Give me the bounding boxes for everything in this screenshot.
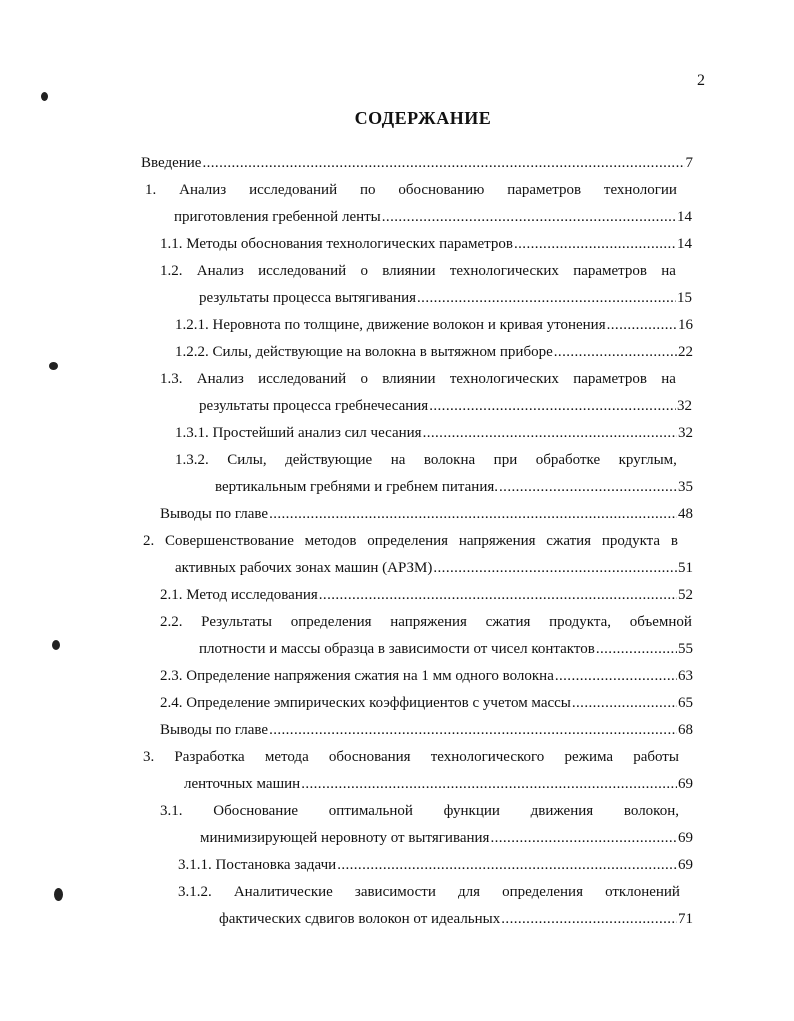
toc-word: Результаты [201,614,273,630]
toc-word: обработке [535,452,601,468]
toc-entry-text: 1.2.1. Неровнота по толщине, движение волокон и кривая утонения [175,317,606,333]
toc-leader [423,420,677,447]
toc-word: на [390,452,406,468]
toc-leader [555,663,677,690]
toc-word: параметров [573,371,648,387]
toc-word: Разработка [174,749,245,765]
toc-word: Анализ [196,371,244,387]
toc-entry [175,555,693,582]
toc-leader [499,474,677,501]
toc-word: сжатия [546,533,592,549]
toc-entry [160,690,693,717]
toc-word: обоснования [328,749,411,765]
toc-leader [202,150,684,177]
toc-entry [141,150,693,177]
toc-heading-line [160,366,676,393]
toc-leader [382,204,676,231]
toc-word: влиянии [382,371,436,387]
toc-page: 51 [678,560,693,576]
toc-entry-text: плотности и массы образца в зависимости от чисел контактов [199,641,595,657]
toc-word: о [360,263,368,279]
toc-word: напряжения [458,533,536,549]
toc-word: Аналитические [233,884,333,900]
toc-page: 32 [678,425,693,441]
toc-word: движения [530,803,594,819]
toc-word: методов [304,533,357,549]
toc-leader [319,582,677,609]
toc-word: в [670,533,678,549]
toc-page: 52 [678,587,693,603]
toc-word: режима [564,749,614,765]
toc-heading-line [160,609,692,636]
toc-entry [160,717,693,744]
toc-leader [501,906,677,933]
toc-leader [417,285,676,312]
toc-page: 22 [678,344,693,360]
toc-page: 35 [678,479,693,495]
toc-word: при [493,452,518,468]
toc-leader [554,339,677,366]
toc-entry [184,771,693,798]
scan-mark [52,640,60,650]
toc-word: 3.1.2. [178,884,212,900]
toc-word: 2.2. [160,614,183,630]
toc-entry [178,852,693,879]
toc-word: технологии [603,182,677,198]
toc-leader [490,825,677,852]
toc-word: 3. [143,749,155,765]
toc-entry-text: Введение [141,155,202,171]
toc-word: Обоснование [213,803,299,819]
toc-word: параметров [573,263,648,279]
toc-entry-text: 3.1.1. Постановка задачи [178,857,337,873]
toc-page: 65 [678,695,693,711]
toc-page: 69 [678,857,693,873]
toc-leader [269,501,677,528]
toc-word: исследований [258,263,347,279]
toc-word: Анализ [179,182,227,198]
toc-entry-text: Выводы по главе [160,506,269,522]
toc-word: объемной [629,614,692,630]
toc-entry [215,474,693,501]
toc-page: 63 [678,668,693,684]
toc-word: 3.1. [160,803,183,819]
toc-heading-line [145,177,677,204]
toc-entry [219,906,693,933]
toc-word: сжатия [485,614,531,630]
toc-page: 71 [678,911,693,927]
toc-word: функции [443,803,500,819]
toc-word: действующие [285,452,373,468]
toc-leader [269,717,677,744]
page-title: СОДЕРЖАНИЕ [354,108,492,128]
toc-entry-text: Выводы по главе [160,722,269,738]
toc-word: 1. [145,182,157,198]
toc-page: 15 [677,290,692,306]
toc-entry-text: 2.4. Определение эмпирических коэффициентов с учетом массы [160,695,571,711]
toc-word: для [457,884,480,900]
toc-leader [596,636,677,663]
toc-page: 16 [678,317,693,333]
toc-entry-text: 2.3. Определение напряжения сжатия на 1 мм одного волокна [160,668,554,684]
toc-word: продукта, [549,614,612,630]
toc-entry [175,339,693,366]
toc-entry [160,501,693,528]
toc-word: 1.3.2. [175,452,209,468]
toc-page: 32 [677,398,692,414]
toc-entry-text: фактических сдвигов волокон от идеальных [219,911,501,927]
toc-page: 68 [678,722,693,738]
toc-word: определения [290,614,372,630]
toc-word: исследований [249,182,338,198]
toc-entry [160,582,693,609]
toc-word: напряжения [390,614,467,630]
toc-leader [572,690,677,717]
toc-page: 48 [678,506,693,522]
toc-word: на [661,263,676,279]
toc-word: Анализ [196,263,244,279]
scan-mark [49,362,58,370]
toc-word: определения [502,884,583,900]
toc-leader [429,393,676,420]
toc-word: Совершенствование [165,533,294,549]
page-number: 2 [697,72,705,89]
toc-page: 69 [678,776,693,792]
toc-entry-text: 1.1. Методы обоснования технологических параметров [160,236,513,252]
toc-page: 7 [685,155,693,171]
toc-entry-text: активных рабочих зонах машин (АРЗМ) [175,560,433,576]
toc-entry-text: результаты процесса гребнечесания [199,398,429,414]
toc-word: 1.3. [160,371,183,387]
toc-entry [199,285,692,312]
toc-word: технологического [430,749,545,765]
toc-word: определения [367,533,449,549]
toc-entry [199,636,693,663]
toc-leader [514,231,676,258]
toc-page: 14 [677,209,692,225]
toc-word: влиянии [382,263,436,279]
toc-word: отклонений [605,884,680,900]
toc-entry [175,312,693,339]
toc-word: исследований [258,371,347,387]
toc-entry [174,204,692,231]
toc-heading-line [143,528,678,555]
toc-word: зависимости [354,884,436,900]
toc-heading-line [178,879,680,906]
toc-heading-line [143,744,679,771]
toc-entry [160,663,693,690]
toc-word: круглым, [618,452,677,468]
toc-word: волокна [423,452,476,468]
toc-entry-text: 1.3.1. Простейший анализ сил чесания [175,425,422,441]
toc-word: волокон, [623,803,679,819]
toc-entry-text: 1.2.2. Силы, действующие на волокна в вытяжном приборе [175,344,553,360]
toc-leader [607,312,677,339]
toc-word: обоснованию [398,182,485,198]
toc-word: на [661,371,676,387]
toc-word: работы [633,749,679,765]
toc-word: параметров [507,182,582,198]
toc-entry-text: результаты процесса вытягивания [199,290,417,306]
toc-entry [199,393,692,420]
toc-heading-line [160,798,679,825]
toc-leader [337,852,677,879]
toc-entry-text: минимизирующей неровноту от вытягивания [200,830,490,846]
toc-leader [301,771,677,798]
toc-entry-text: ленточных машин [184,776,301,792]
scan-mark [41,92,48,101]
toc-word: по [359,182,376,198]
scan-mark [54,888,63,901]
toc-word: 1.2. [160,263,183,279]
toc-word: технологических [449,371,559,387]
toc-word: технологических [449,263,559,279]
toc-word: оптимальной [328,803,413,819]
toc-entry-text: 2.1. Метод исследования [160,587,318,603]
toc-entry [160,231,692,258]
toc-word: продукта [601,533,661,549]
toc-heading-line [160,258,676,285]
toc-page: 14 [677,236,692,252]
toc-word: о [360,371,368,387]
toc-leader [433,555,677,582]
toc-word: Силы, [227,452,267,468]
toc-word: 2. [143,533,155,549]
toc-entry [175,420,693,447]
toc-entry-text: приготовления гребенной ленты [174,209,381,225]
toc-entry-text: вертикальным гребнями и гребнем питания. [215,479,499,495]
toc-word: метода [264,749,309,765]
toc-entry [200,825,693,852]
toc-heading-line [175,447,677,474]
toc-page: 69 [678,830,693,846]
toc-page: 55 [678,641,693,657]
